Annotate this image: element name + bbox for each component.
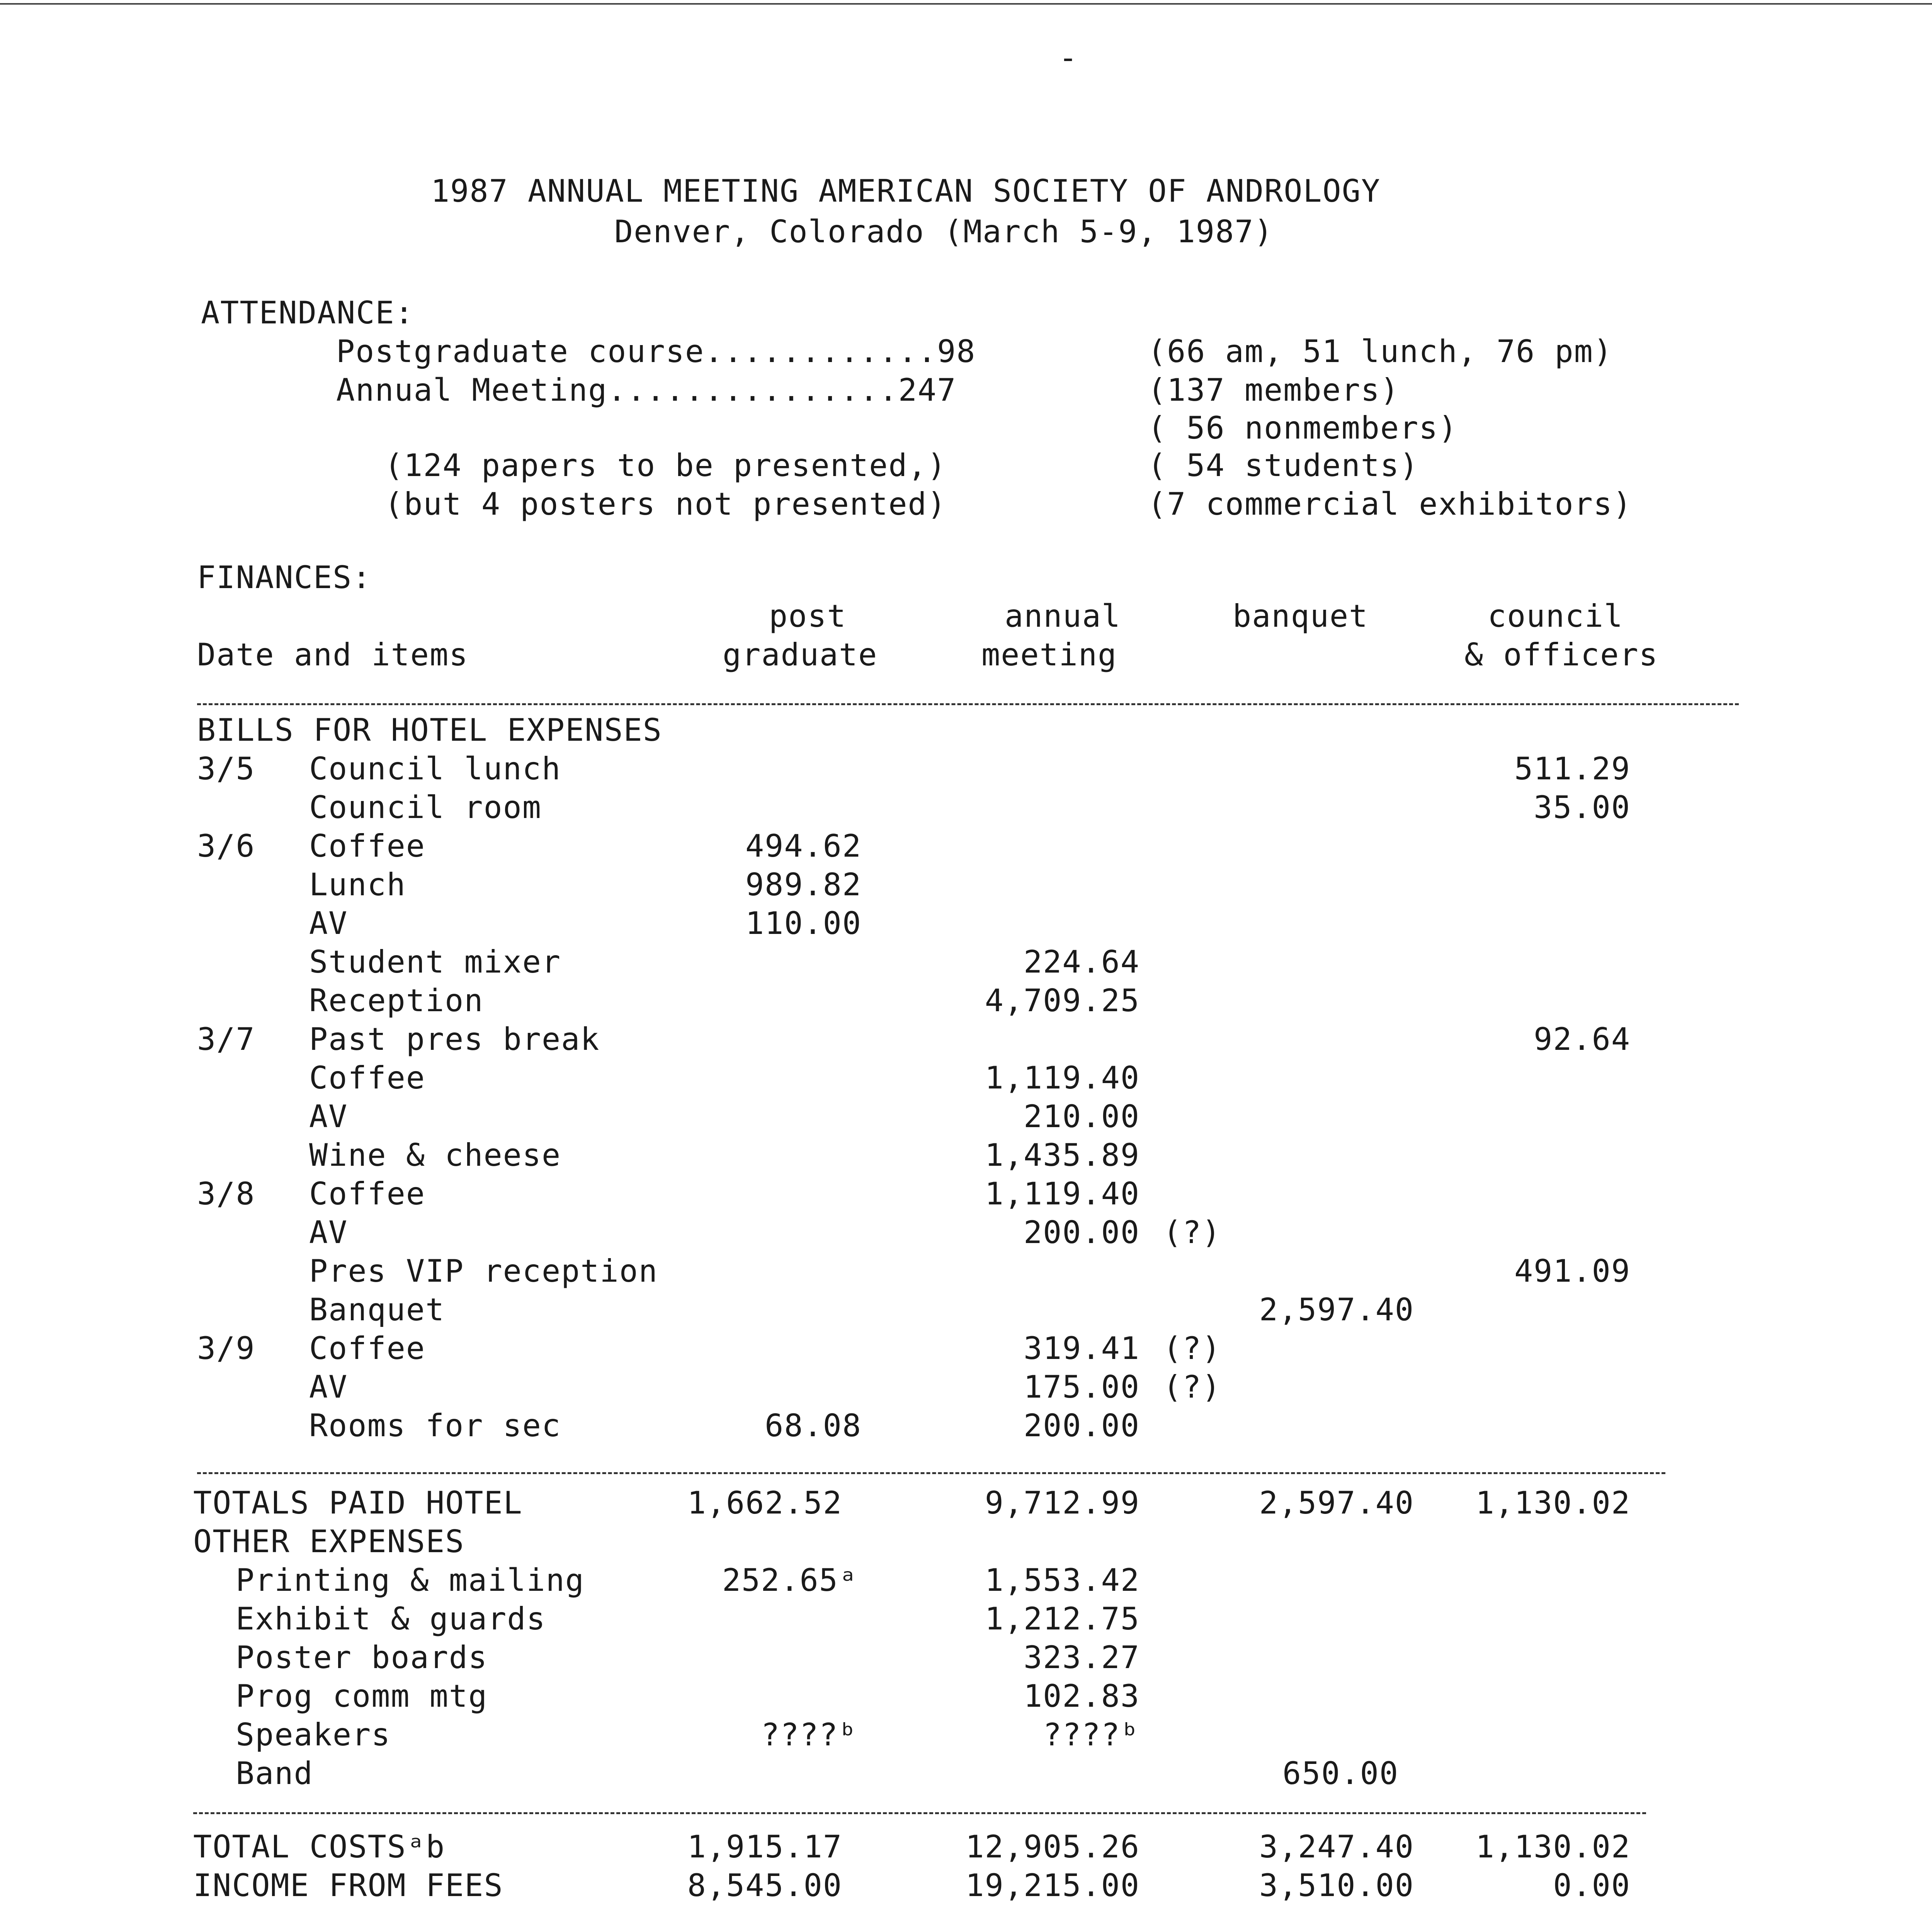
other-item: Band: [236, 1755, 313, 1791]
other-item: Exhibit & guards: [236, 1601, 546, 1637]
bill-item: AV: [309, 905, 348, 941]
column-header-meeting: meeting: [981, 637, 1117, 673]
other-item: Printing & mailing: [236, 1562, 585, 1598]
bill-query: (?): [1163, 1369, 1221, 1405]
bill-item: Coffee: [309, 1176, 425, 1212]
bills-heading: BILLS FOR HOTEL EXPENSES: [197, 712, 662, 748]
bill-item: Past pres break: [309, 1021, 600, 1057]
other-annual: ????ᵇ: [1043, 1717, 1140, 1753]
other-item: Prog comm mtg: [236, 1678, 488, 1714]
attendance-papers-note: (124 papers to be presented,): [384, 447, 947, 483]
attendance-posters-note: (but 4 posters not presented): [384, 486, 947, 522]
column-header-post: post: [769, 598, 847, 634]
bill-council: 511.29: [1514, 751, 1631, 787]
bill-council: 35.00: [1534, 789, 1631, 825]
column-header-graduate: graduate: [723, 637, 878, 673]
bill-annual: 210.00: [1024, 1099, 1140, 1134]
other-post: 252.65ᵃ: [722, 1562, 858, 1598]
column-header-officers: & officers: [1464, 637, 1658, 673]
column-header-council: council: [1488, 598, 1624, 634]
income-banquet: 3,510.00: [1259, 1867, 1414, 1903]
totals-rule: [197, 1472, 1665, 1474]
bill-council: 92.64: [1534, 1021, 1631, 1057]
bill-item: Reception: [309, 983, 484, 1019]
bill-post: 110.00: [745, 905, 862, 941]
income-label: INCOME FROM FEES: [193, 1867, 503, 1903]
totals-hotel-annual: 9,712.99: [985, 1485, 1140, 1521]
bill-post: 494.62: [745, 828, 862, 864]
attendance-annual-meeting: Annual Meeting...............247: [336, 372, 957, 408]
bill-annual: 1,435.89: [985, 1137, 1140, 1173]
other-annual: 1,212.75: [985, 1601, 1140, 1637]
bill-post: 68.08: [765, 1408, 862, 1444]
bill-item: AV: [309, 1369, 348, 1405]
bill-annual: 319.41: [1024, 1330, 1140, 1366]
other-item: Speakers: [236, 1717, 391, 1753]
total-costs-council: 1,130.02: [1475, 1829, 1631, 1865]
bill-annual: 1,119.40: [985, 1060, 1140, 1096]
income-annual: 19,215.00: [965, 1867, 1140, 1903]
bill-item: Pres VIP reception: [309, 1253, 658, 1289]
other-annual: 1,553.42: [985, 1562, 1140, 1598]
bill-item: Banquet: [309, 1292, 445, 1328]
header-rule: [197, 703, 1739, 705]
top-border-line: [0, 3, 1932, 5]
bill-item: Rooms for sec: [309, 1408, 561, 1444]
bill-item: Coffee: [309, 1330, 425, 1366]
bill-item: Wine & cheese: [309, 1137, 561, 1173]
bill-query: (?): [1163, 1214, 1221, 1250]
total-costs-banquet: 3,247.40: [1259, 1829, 1414, 1865]
bill-council: 491.09: [1514, 1253, 1631, 1289]
bill-post: 989.82: [745, 867, 862, 903]
total-costs-annual: 12,905.26: [965, 1829, 1140, 1865]
bill-annual: 4,709.25: [985, 983, 1140, 1019]
other-expenses-heading: OTHER EXPENSES: [193, 1524, 465, 1560]
bill-item: Coffee: [309, 828, 425, 864]
bill-date: 3/7: [197, 1021, 255, 1057]
total-costs-label: TOTAL COSTSᵃb: [193, 1829, 446, 1865]
attendance-heading: ATTENDANCE:: [201, 295, 414, 331]
bill-banquet: 2,597.40: [1259, 1292, 1414, 1328]
document-title: 1987 ANNUAL MEETING AMERICAN SOCIETY OF ANDROLOGY: [431, 173, 1381, 209]
bill-date: 3/8: [197, 1176, 255, 1212]
attendance-students: ( 54 students): [1148, 447, 1419, 483]
attendance-exhibitors: (7 commercial exhibitors): [1148, 486, 1633, 522]
bill-query: (?): [1163, 1330, 1221, 1366]
attendance-postgraduate: Postgraduate course............98: [336, 333, 976, 369]
bill-item: Lunch: [309, 867, 406, 903]
income-post: 8,545.00: [687, 1867, 842, 1903]
bill-annual: 200.00: [1024, 1408, 1140, 1444]
costs-rule: [193, 1812, 1646, 1814]
bill-item: Council lunch: [309, 751, 561, 787]
other-annual: 323.27: [1024, 1639, 1140, 1675]
bill-item: AV: [309, 1099, 348, 1134]
bill-annual: 1,119.40: [985, 1176, 1140, 1212]
bill-date: 3/6: [197, 828, 255, 864]
bill-date: 3/5: [197, 751, 255, 787]
totals-hotel-banquet: 2,597.40: [1259, 1485, 1414, 1521]
totals-hotel-label: TOTALS PAID HOTEL: [193, 1485, 523, 1521]
column-header-banquet: banquet: [1233, 598, 1369, 634]
column-header-annual: annual: [1005, 598, 1121, 634]
other-item: Poster boards: [236, 1639, 488, 1675]
bill-annual: 200.00: [1024, 1214, 1140, 1250]
bill-item: AV: [309, 1214, 348, 1250]
income-council: 0.00: [1553, 1867, 1631, 1903]
bill-annual: 224.64: [1024, 944, 1140, 980]
other-banquet: 650.00: [1282, 1755, 1399, 1791]
attendance-nonmembers: ( 56 nonmembers): [1148, 410, 1458, 446]
other-post: ????ᵇ: [761, 1717, 858, 1753]
totals-hotel-post: 1,662.52: [687, 1485, 842, 1521]
bill-annual: 175.00: [1024, 1369, 1140, 1405]
bill-item: Student mixer: [309, 944, 561, 980]
bill-item: Council room: [309, 789, 542, 825]
finances-heading: FINANCES:: [197, 560, 372, 595]
bill-item: Coffee: [309, 1060, 425, 1096]
top-mark: -: [1059, 40, 1078, 76]
column-header-date-items: Date and items: [197, 637, 469, 673]
document-subtitle: Denver, Colorado (March 5-9, 1987): [614, 214, 1274, 250]
other-annual: 102.83: [1024, 1678, 1140, 1714]
totals-hotel-council: 1,130.02: [1475, 1485, 1631, 1521]
attendance-members: (137 members): [1148, 372, 1400, 408]
bill-date: 3/9: [197, 1330, 255, 1366]
attendance-postgraduate-detail: (66 am, 51 lunch, 76 pm): [1148, 333, 1613, 369]
total-costs-post: 1,915.17: [687, 1829, 842, 1865]
